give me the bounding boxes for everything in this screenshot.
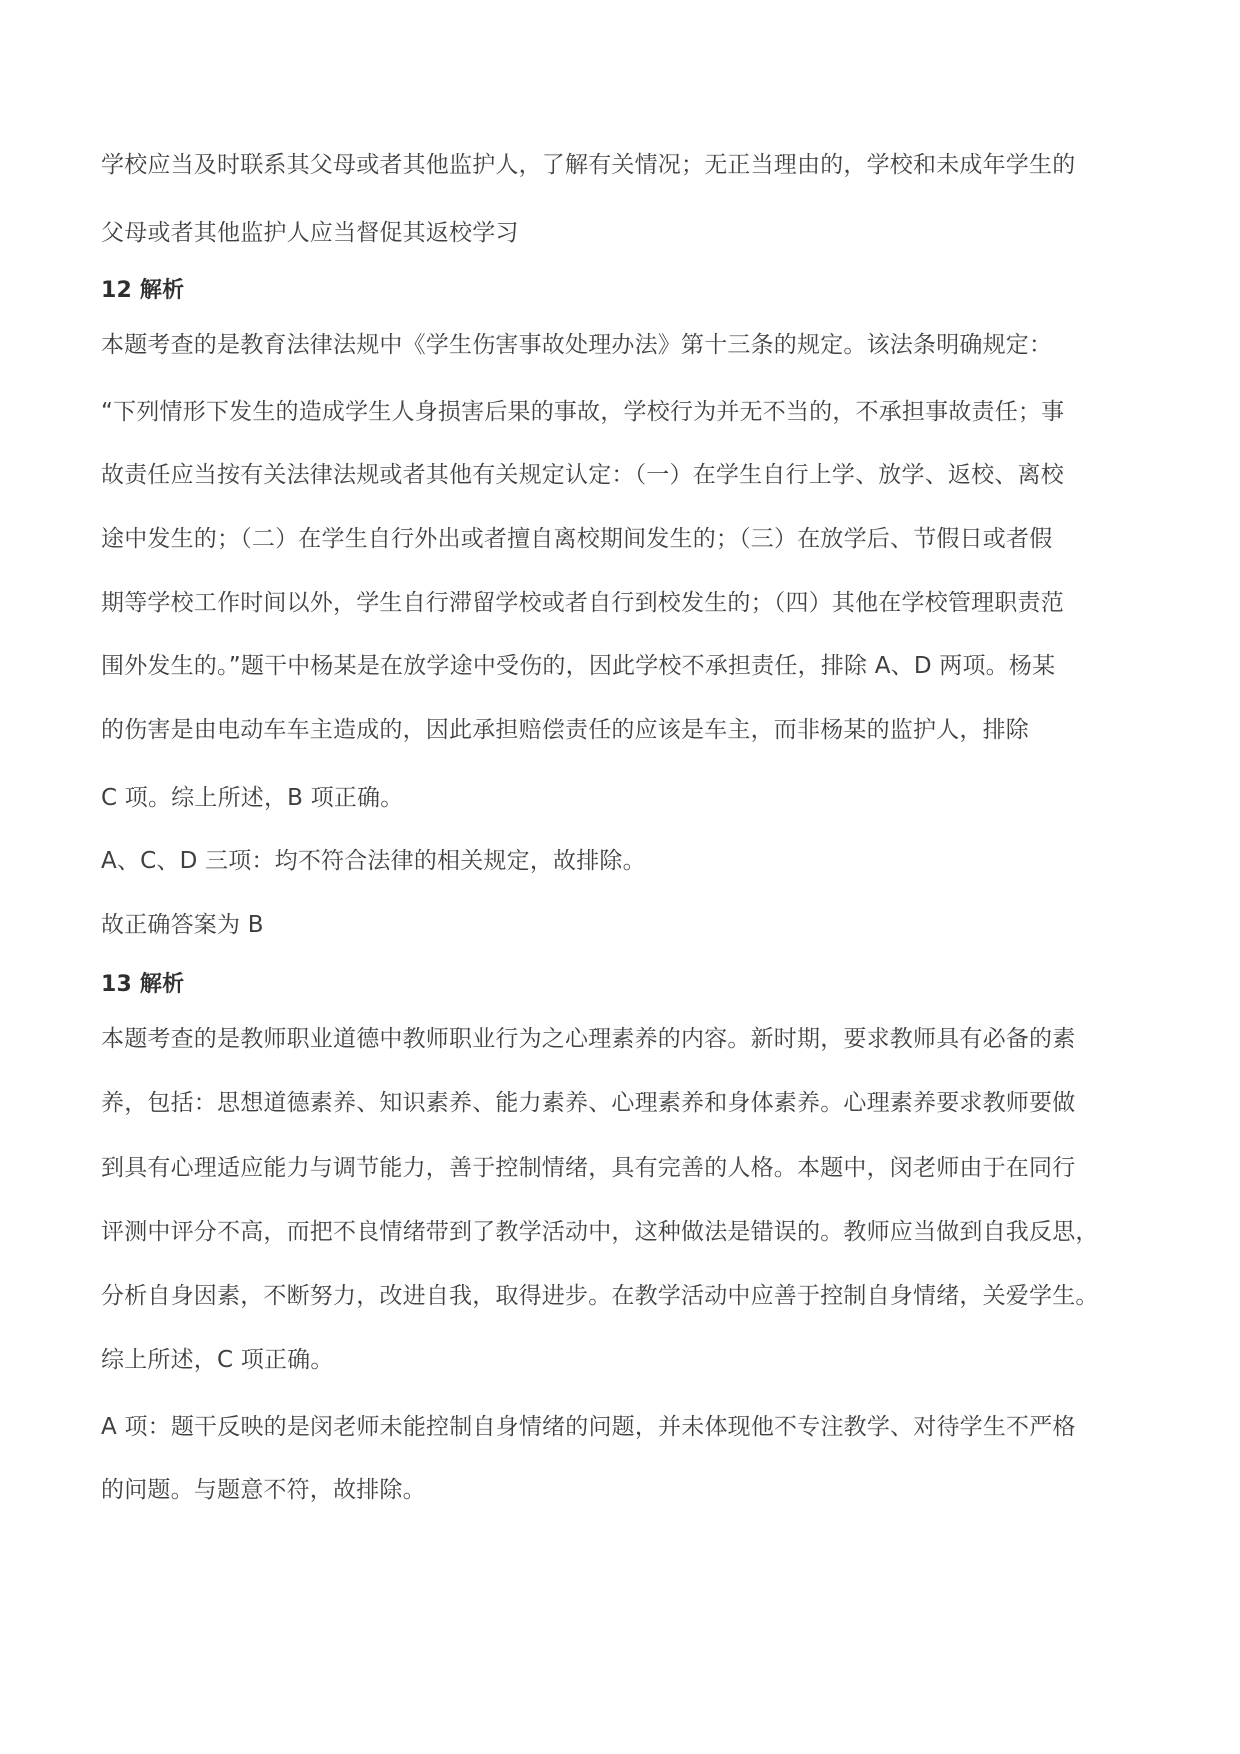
text-line: 期等学校工作时间以外，学生自行滞留学校或者自行到校发生的；（四）其他在学校管理职责范 bbox=[101, 590, 1064, 616]
text-line: 学校应当及时联系其父母或者其他监护人，了解有关情况；无正当理由的，学校和未成年学生的 bbox=[101, 152, 1076, 178]
section-heading-13: 13 解析 bbox=[101, 972, 185, 997]
text-line: 故责任应当按有关法律法规或者其他有关规定认定：（一）在学生自行上学、放学、返校、离校 bbox=[101, 462, 1064, 488]
text-line: 评测中评分不高，而把不良情绪带到了教学活动中，这种做法是错误的。教师应当做到自我反思， bbox=[101, 1219, 1099, 1245]
text-line: 的伤害是由电动车车主造成的，因此承担赔偿责任的应该是车主，而非杨某的监护人，排除 bbox=[101, 717, 1029, 743]
text-line: 的问题。与题意不符，故排除。 bbox=[101, 1477, 426, 1503]
section-heading-12: 12 解析 bbox=[101, 278, 185, 303]
text-line: 综上所述，C 项正确。 bbox=[101, 1347, 334, 1373]
answer-line: 故正确答案为 B bbox=[101, 912, 264, 938]
text-line: 围外发生的。”题干中杨某是在放学途中受伤的，因此学校不承担责任，排除 A、D 两项。杨某 bbox=[101, 653, 1056, 679]
text-line: 父母或者其他监护人应当督促其返校学习 bbox=[101, 220, 519, 246]
text-line: A 项：题干反映的是闵老师未能控制自身情绪的问题，并未体现他不专注教学、对待学生不严格 bbox=[101, 1414, 1076, 1440]
text-line: A、C、D 三项：均不符合法律的相关规定，故排除。 bbox=[101, 848, 646, 874]
text-line: 本题考查的是教师职业道德中教师职业行为之心理素养的内容。新时期，要求教师具有必备的素 bbox=[101, 1026, 1076, 1052]
text-line: 途中发生的；（二）在学生自行外出或者擅自离校期间发生的；（三）在放学后、节假日或者假 bbox=[101, 526, 1053, 552]
text-line: 到具有心理适应能力与调节能力，善于控制情绪，具有完善的人格。本题中，闵老师由于在同行 bbox=[101, 1155, 1076, 1181]
text-line: C 项。综上所述，B 项正确。 bbox=[101, 785, 404, 811]
text-line: 养，包括：思想道德素养、知识素养、能力素养、心理素养和身体素养。心理素养要求教师要做 bbox=[101, 1090, 1076, 1116]
text-line: 分析自身因素，不断努力，改进自我，取得进步。在教学活动中应善于控制自身情绪，关爱学生。 bbox=[101, 1283, 1099, 1309]
text-line: 本题考查的是教育法律法规中《学生伤害事故处理办法》第十三条的规定。该法条明确规定： bbox=[101, 332, 1053, 358]
text-line: “下列情形下发生的造成学生人身损害后果的事故，学校行为并无不当的，不承担事故责任；事 bbox=[101, 399, 1065, 425]
